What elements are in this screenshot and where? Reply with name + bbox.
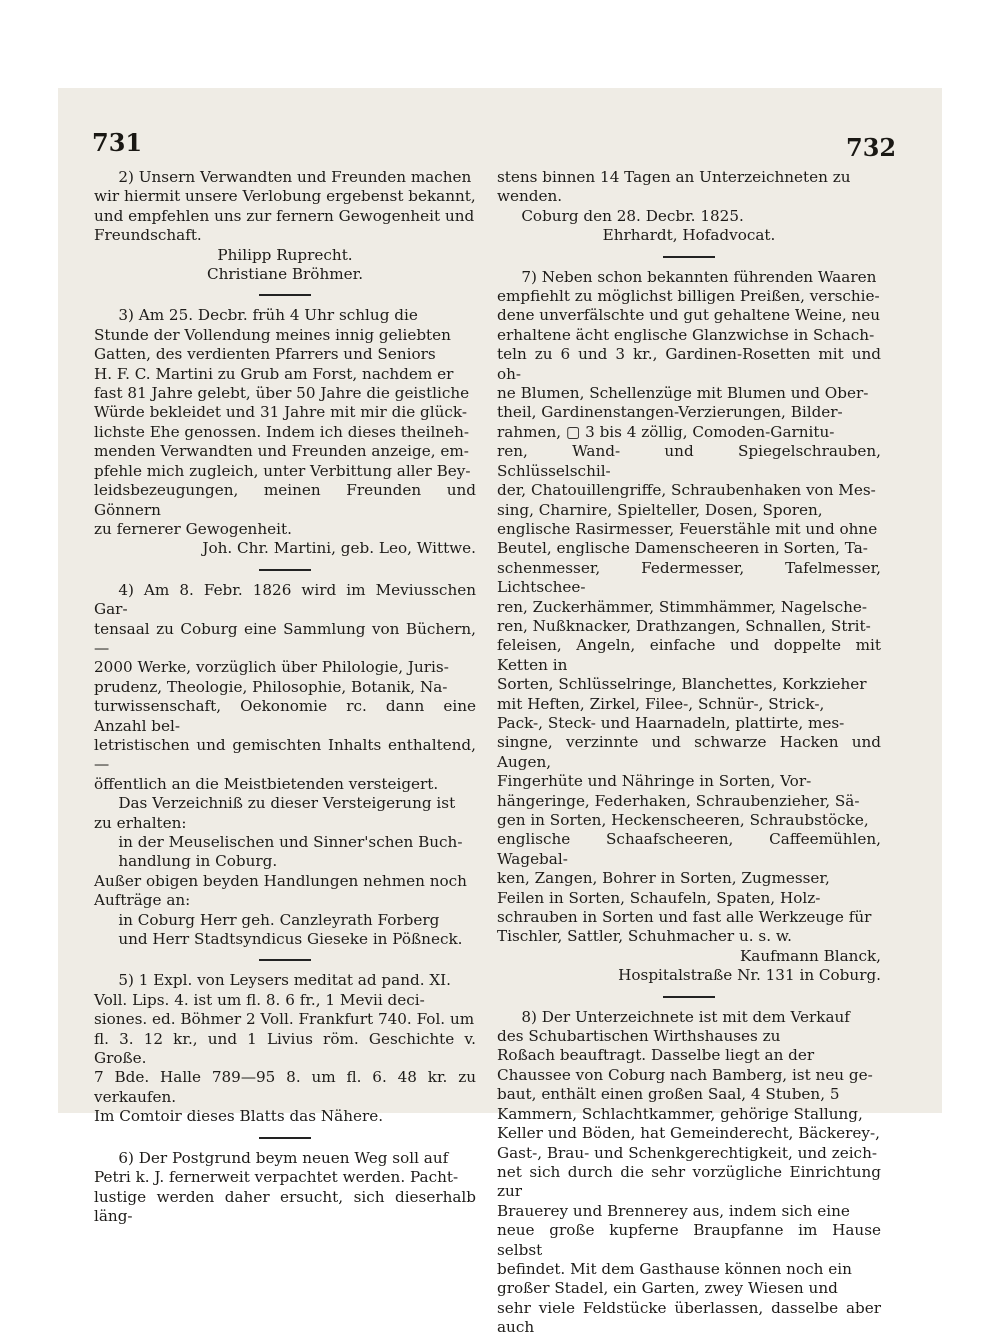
text-line: 2) Unsern Verwandten und Freunden machen <box>118 168 472 186</box>
text-line: Petri k. J. fernerweit verpachtet werden. Pacht- <box>94 1168 459 1187</box>
text-line: Aufträge an: <box>94 891 191 910</box>
text-line: feleisen, Angeln, einfache und doppelte mit Ketten in <box>497 636 881 674</box>
text-line: singne, verzinnte und schwarze Hacken und Augen, <box>497 733 881 771</box>
text-line: 2000 Werke, vorzüglich über Philologie, Juris- <box>94 658 449 677</box>
text-line: ken, Zangen, Bohrer in Sorten, Zugmesser, <box>497 869 830 888</box>
text-line: Brauerey und Brennerey aus, indem sich eine <box>497 1201 850 1220</box>
text-line: prudenz, Theologie, Philosophie, Botanik, Na- <box>94 677 448 696</box>
text-line: 8) Der Unterzeichnete ist mit dem Verkauf <box>521 1007 850 1026</box>
section-divider <box>259 569 311 571</box>
right-column <box>497 168 881 1338</box>
text-line: turwissenschaft, Oekonomie rc. dann eine Anzahl bel- <box>94 697 476 735</box>
text-line: Fingerhüte und Nähringe in Sorten, Vor- <box>497 772 812 791</box>
signature: Philipp Ruprecht. <box>217 245 353 264</box>
text-line: Tischler, Sattler, Schuhmacher u. s. w. <box>497 927 792 946</box>
signature: Hospitalstraße Nr. 131 in Coburg. <box>618 966 881 985</box>
announcement-6-continued <box>497 168 881 246</box>
text-line: wir hiermit unsere Verlobung ergebenst bekannt, <box>94 187 476 206</box>
text-line: menden Verwandten und Freunden anzeige, em- <box>94 442 469 461</box>
text-line: sing, Charnire, Spielteller, Dosen, Sporen, <box>497 500 823 519</box>
text-line: dene unverfälschte und gut gehaltene Weine, neu <box>497 306 881 325</box>
text-line: Das Verzeichniß zu dieser Versteigerung ist <box>118 794 456 813</box>
text-line: rahmen, ▢ 3 bis 4 zöllig, Comoden-Garnitu- <box>497 422 835 441</box>
text-line: mit Heften, Zirkel, Filee-, Schnür-, Strick-, <box>497 694 825 713</box>
text-line: 4) Am 8. Febr. 1826 wird im Meviusschen Gar- <box>94 580 476 619</box>
text-line: 6) Der Postgrund beym neuen Weg soll auf <box>118 1148 449 1167</box>
section-divider <box>259 959 311 961</box>
announcement-8 <box>497 1008 881 1338</box>
left-column <box>94 168 476 1226</box>
text-line: 3) Am 25. Decbr. früh 4 Uhr schlug die <box>118 306 418 325</box>
text-line: siones. ed. Böhmer 2 Voll. Frankfurt 740. Fol. um <box>94 1010 475 1029</box>
text-line: Gast-, Brau- und Schenkgerechtigkeit, und zeich- <box>497 1143 877 1162</box>
text-line: Stunde der Vollendung meines innig geliebten <box>94 325 451 344</box>
text-line: in der Meuselischen und Sinner'schen Buch- <box>118 833 463 851</box>
text-line: ren, Nußknacker, Drathzangen, Schnallen, Strit- <box>497 616 871 635</box>
text-line: Voll. Lips. 4. ist um fl. 8. 6 fr., 1 Mevii deci- <box>94 990 425 1009</box>
text-line: 5) 1 Expl. von Leysers meditat ad pand. XI. <box>118 971 451 990</box>
text-line: Roßach beauftragt. Dasselbe liegt an der <box>497 1046 815 1065</box>
text-line: Chaussee von Coburg nach Bamberg, ist neu ge- <box>497 1065 873 1084</box>
section-divider <box>663 256 715 258</box>
signature: Joh. Chr. Martini, geb. Leo, Wittwe. <box>202 539 476 558</box>
text-line: theil, Gardinenstangen-Verzierungen, Bilder- <box>497 403 843 422</box>
text-line: ne Blumen, Schellenzüge mit Blumen und Ober- <box>497 384 869 403</box>
text-line: schrauben in Sorten und fast alle Werkzeuge für <box>497 908 872 927</box>
section-divider <box>259 1137 311 1139</box>
text-line: sehr viele Feldstücke überlassen, dasselbe aber auch <box>497 1298 881 1337</box>
text-line: schenmesser, Federmesser, Tafelmesser, Lichtschee- <box>497 558 881 597</box>
announcement-7 <box>497 268 881 986</box>
text-line: net sich durch die sehr vorzügliche Einrichtung zur <box>497 1162 881 1201</box>
text-line: Beutel, englische Damenscheeren in Sorten, Ta- <box>497 539 868 558</box>
text-line: pfehle mich zugleich, unter Verbittung aller Bey- <box>94 461 471 480</box>
signature: Christiane Bröhmer. <box>206 265 364 284</box>
text-line: empfiehlt zu möglichst billigen Preißen, verschie- <box>497 287 880 306</box>
text-line: des Schubartischen Wirthshauses zu <box>497 1027 781 1046</box>
text-line: 7 Bde. Halle 789—95 8. um fl. 6. 48 kr. zu verkaufen. <box>94 1068 476 1106</box>
text-line: Pack-, Steck- und Haarnadeln, plattirte, mes- <box>497 713 845 732</box>
text-line: letristischen und gemischten Inhalts enthaltend, — <box>94 735 476 774</box>
text-line: und Herr Stadtsyndicus Gieseke in Pößneck. <box>118 930 463 949</box>
text-line: Keller und Böden, hat Gemeinderecht, Bäckerey-, <box>497 1124 880 1143</box>
text-line: handlung in Coburg. <box>118 852 278 871</box>
text-line: teln zu 6 und 3 kr., Gardinen-Rosetten mit und oh- <box>497 345 881 383</box>
text-line: englische Schaafscheeren, Caffeemühlen, Wagebal- <box>497 830 881 868</box>
text-line: Freundschaft. <box>94 226 202 245</box>
text-line: ren, Wand- und Spiegelschrauben, Schlüsselschil- <box>497 442 881 480</box>
text-line: hängeringe, Federhaken, Schraubenzieher, Sä- <box>497 791 860 810</box>
announcement-5 <box>94 971 476 1126</box>
text-line: Gatten, des verdienten Pfarrers und Seniors <box>94 345 436 364</box>
text-line: neue große kupferne Braupfanne im Hause selbst <box>497 1221 881 1259</box>
text-line: Sorten, Schlüsselringe, Blanchettes, Korkzieher <box>497 675 867 694</box>
section-divider <box>663 996 715 998</box>
text-line: und empfehlen uns zur fernern Gewogenheit und <box>94 206 475 225</box>
date-line: Coburg den 28. Decbr. 1825. <box>521 206 744 225</box>
page-number-left: 731 <box>92 128 143 157</box>
text-line: tensaal zu Coburg eine Sammlung von Büchern, — <box>94 619 476 657</box>
text-line: Kammern, Schlachtkammer, gehörige Stallung, <box>497 1104 863 1123</box>
text-line: öffentlich an die Meistbietenden versteigert. <box>94 774 439 793</box>
announcement-4 <box>94 581 476 950</box>
text-line: Feilen in Sorten, Schaufeln, Spaten, Holz- <box>497 888 821 907</box>
text-line: in Coburg Herr geh. Canzleyrath Forberg <box>118 910 440 929</box>
text-line: befindet. Mit dem Gasthause können noch ein <box>497 1259 852 1278</box>
text-line: fl. 3. 12 kr., und 1 Livius röm. Geschichte v. Große. <box>94 1029 476 1068</box>
text-line: Im Comtoir dieses Blatts das Nähere. <box>94 1107 384 1126</box>
page-number-right: 732 <box>846 133 897 162</box>
text-line: wenden. <box>497 187 563 206</box>
text-line: lichste Ehe genossen. Indem ich dieses theilneh- <box>94 422 469 441</box>
text-line: erhaltene ächt englische Glanzwichse in Schach- <box>497 325 875 344</box>
text-line: englische Rasirmesser, Feuerstähle mit und ohne <box>497 519 878 538</box>
announcement-6 <box>94 1149 476 1227</box>
text-line: gen in Sorten, Heckenscheeren, Schraubstöcke, <box>497 811 869 829</box>
announcement-2 <box>94 168 476 284</box>
section-divider <box>259 294 311 296</box>
text-line: leidsbezeugungen, meinen Freunden und Gönnern <box>94 481 476 519</box>
text-line: zu fernerer Gewogenheit. <box>94 519 292 538</box>
text-line: Außer obigen beyden Handlungen nehmen noch <box>94 871 467 890</box>
text-line: Würde bekleidet und 31 Jahre mit mir die glück- <box>94 403 467 422</box>
text-line: baut, enthält einen großen Saal, 4 Stuben, 5 <box>497 1085 840 1104</box>
signature: Kaufmann Blanck, <box>739 946 881 965</box>
signature: Ehrhardt, Hofadvocat. <box>602 226 776 245</box>
text-line: der, Chatouillengriffe, Schraubenhaken von Mes- <box>497 481 876 500</box>
text-line: 7) Neben schon bekannten führenden Waaren <box>521 267 877 286</box>
text-line: H. F. C. Martini zu Grub am Forst, nachdem er <box>94 364 454 383</box>
text-line: lustige werden daher ersucht, sich dieserhalb läng- <box>94 1187 476 1225</box>
text-line: ren, Zuckerhämmer, Stimmhämmer, Nagelsche- <box>497 597 867 616</box>
announcement-3 <box>94 306 476 558</box>
text-line: fast 81 Jahre gelebt, über 50 Jahre die geistliche <box>94 384 470 403</box>
text-line: stens binnen 14 Tagen an Unterzeichneten zu <box>497 168 851 186</box>
text-line: großer Stadel, ein Garten, zwey Wiesen und <box>497 1279 838 1298</box>
text-line: zu erhalten: <box>94 813 187 832</box>
